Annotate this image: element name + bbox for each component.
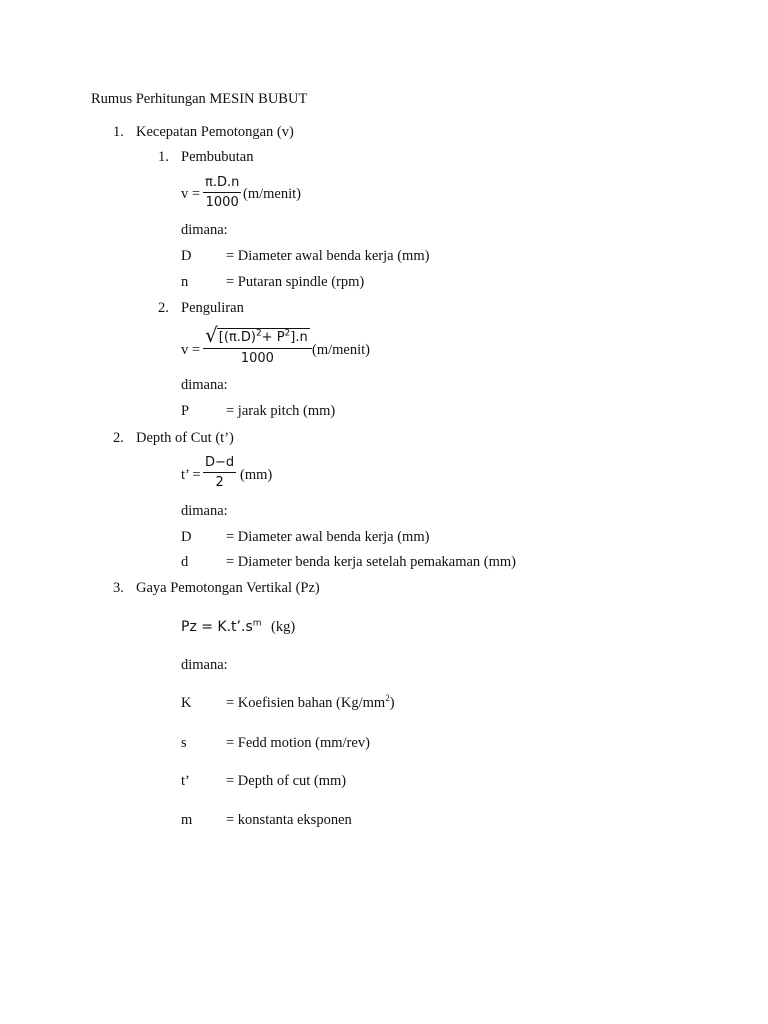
fraction-bar	[203, 192, 241, 193]
section-1-number: 1.	[113, 124, 124, 140]
formula-2-fraction	[203, 325, 312, 366]
subsection-1-1-number: 1.	[158, 149, 169, 165]
section-1-heading: Kecepatan Pemotongan (v)	[136, 124, 294, 140]
formula-3-numerator: D−d	[205, 455, 235, 470]
formula-2-numerator	[203, 325, 312, 346]
section-3-number: 3.	[113, 580, 124, 596]
where-label: dimana:	[181, 222, 228, 238]
def-symbol: m	[181, 812, 193, 828]
where-label: dimana:	[181, 377, 228, 393]
def-description: = Diameter benda kerja setelah pemakaman (mm)	[226, 554, 516, 570]
radicand: $[(\pi.D)^2+ P^2].n$	[218, 328, 308, 345]
def-description: = Depth of cut (mm)	[226, 773, 347, 789]
formula-2-unit: (m/menit)	[312, 342, 370, 358]
subsection-1-2-number: 2.	[158, 300, 169, 316]
section-3-heading: Gaya Pemotongan Vertikal (Pz)	[136, 580, 320, 596]
def-description: = Putaran spindle (rpm)	[226, 274, 365, 290]
formula-1-fraction	[203, 175, 241, 210]
section-2-heading: Depth of Cut (t’)	[136, 430, 234, 446]
def-description: = Diameter awal benda kerja (mm)	[226, 248, 430, 264]
fraction-bar	[203, 472, 236, 473]
where-label: dimana:	[181, 657, 228, 673]
section-2-number: 2.	[113, 430, 124, 446]
def-symbol: n	[181, 274, 189, 290]
fraction-bar	[203, 348, 312, 349]
formula-3-denominator: 2	[215, 475, 224, 490]
subsection-1-2-heading: Penguliran	[181, 300, 244, 316]
formula-3-lhs: t’ =	[181, 467, 201, 483]
formula-2-denominator: 1000	[240, 351, 274, 366]
formula-1-unit: (m/menit)	[243, 186, 301, 202]
square-root	[205, 325, 310, 345]
formula-1-numerator: π.D.n	[205, 175, 240, 190]
def-symbol: P	[181, 403, 190, 419]
formula-3-unit: (mm)	[240, 467, 273, 483]
formula-2-lhs: v =	[181, 342, 201, 358]
formula-4-main: $Pz = K.t’.s^m$	[181, 618, 262, 635]
where-label: dimana:	[181, 503, 228, 519]
formula-3-fraction	[203, 455, 236, 490]
radical-sign: √	[205, 323, 218, 347]
def-description: = Koefisien bahan $(Kg/mm^2)$	[226, 693, 395, 711]
def-description: = jarak pitch (mm)	[226, 403, 336, 419]
formula-1-denominator: 1000	[205, 195, 239, 210]
def-symbol: D	[181, 529, 192, 545]
def-description: = Diameter awal benda kerja (mm)	[226, 529, 430, 545]
def-description: = Fedd motion (mm/rev)	[226, 735, 370, 751]
def-symbol: d	[181, 554, 189, 570]
subsection-1-1-heading: Pembubutan	[181, 149, 254, 165]
def-symbol: s	[181, 735, 187, 751]
def-description: = konstanta eksponen	[226, 812, 352, 828]
formula-4-unit: (kg)	[271, 619, 296, 635]
def-symbol: t’	[181, 773, 190, 789]
document-title: Rumus Perhitungan MESIN BUBUT	[91, 91, 308, 107]
def-symbol: D	[181, 248, 192, 264]
def-symbol: K	[181, 695, 192, 711]
formula-1-lhs: v =	[181, 186, 201, 202]
